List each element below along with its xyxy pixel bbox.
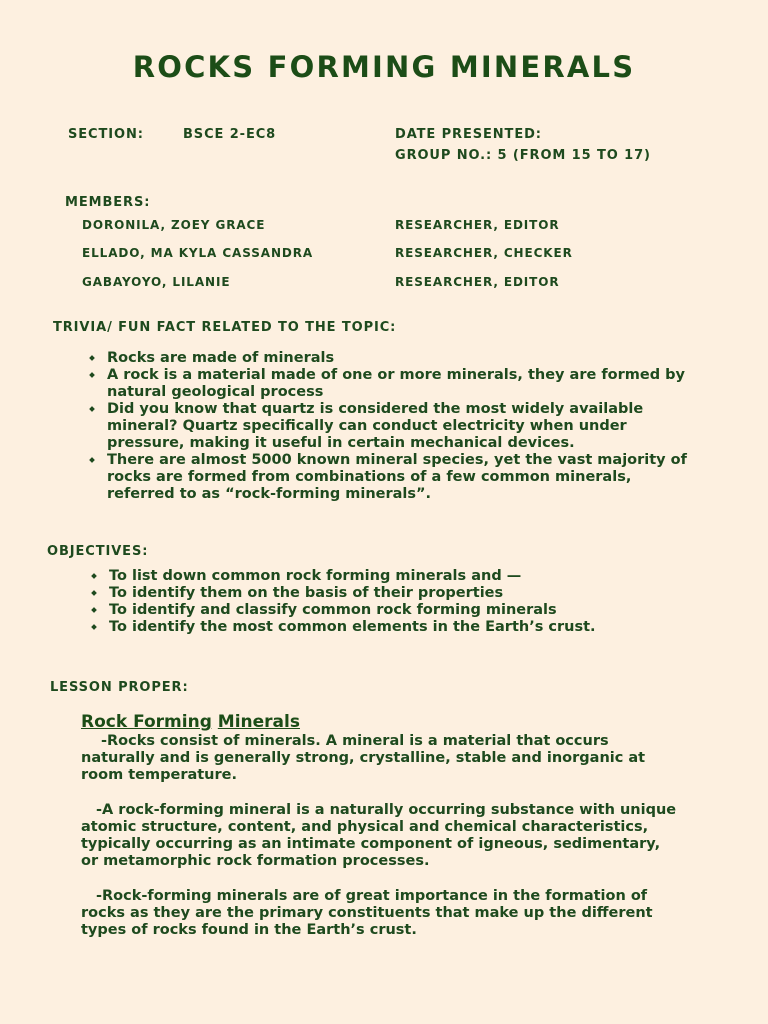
member-name: DORONILA, ZOEY GRACE <box>82 218 266 232</box>
objective-item: To identify and classify common rock forming minerals <box>90 602 690 619</box>
lesson-heading-part2: Minerals <box>217 712 300 732</box>
trivia-list <box>88 350 688 503</box>
member-role: RESEARCHER, CHECKER <box>395 246 573 260</box>
trivia-item: There are almost 5000 known mineral species, yet the vast majority of rocks are formed from combinations of a few common minerals, referred to as “rock-forming minerals”. <box>88 452 688 503</box>
objective-item: To identify the most common elements in the Earth’s crust. <box>90 619 690 636</box>
objectives-label: OBJECTIVES: <box>47 544 149 559</box>
lesson-paragraph: -Rocks consist of minerals. A mineral is a material that occurs naturally and is generally strong, crystalline, stable and inorganic at room temperature. <box>81 733 646 783</box>
trivia-label: TRIVIA/ FUN FACT RELATED TO THE TOPIC: <box>53 320 397 335</box>
lesson-proper-label: LESSON PROPER: <box>50 680 189 695</box>
lesson-paragraph: -A rock-forming mineral is a naturally occurring substance with unique atomic structure, content, and physical and chemical characteristics, typically occurring as an intimate component of igneous, sedimentary, or metamorphic rock formation processes. <box>81 802 677 869</box>
members-label: MEMBERS: <box>65 195 151 210</box>
trivia-item: Did you know that quartz is considered the most widely available mineral? Quartz specifically can conduct electricity when under pressure, making it useful in certain mechanical devices. <box>88 401 688 452</box>
member-name: ELLADO, MA KYLA CASSANDRA <box>82 246 314 260</box>
objective-item: To identify them on the basis of their properties <box>90 585 690 602</box>
document-title: ROCKS FORMING MINERALS <box>132 50 636 84</box>
section-value: BSCE 2-EC8 <box>183 127 277 142</box>
lesson-heading <box>81 712 300 732</box>
date-presented-label: DATE PRESENTED: <box>395 127 542 142</box>
group-number: GROUP NO.: 5 (FROM 15 TO 17) <box>395 148 651 163</box>
lesson-paragraph: -Rock-forming minerals are of great importance in the formation of rocks as they are the primary constituents that make up the different types of rocks found in the Earth’s crust. <box>81 888 653 938</box>
objective-item: To list down common rock forming minerals and — <box>90 568 690 585</box>
section-label: SECTION: <box>68 127 144 142</box>
lesson-heading-part1: Rock Forming <box>81 712 212 732</box>
trivia-item: A rock is a material made of one or more minerals, they are formed by natural geological process <box>88 367 688 401</box>
objectives-list <box>90 568 690 636</box>
member-role: RESEARCHER, EDITOR <box>395 218 560 232</box>
trivia-item: Rocks are made of minerals <box>88 350 688 367</box>
member-name: GABAYOYO, LILANIE <box>82 275 231 289</box>
member-role: RESEARCHER, EDITOR <box>395 275 560 289</box>
